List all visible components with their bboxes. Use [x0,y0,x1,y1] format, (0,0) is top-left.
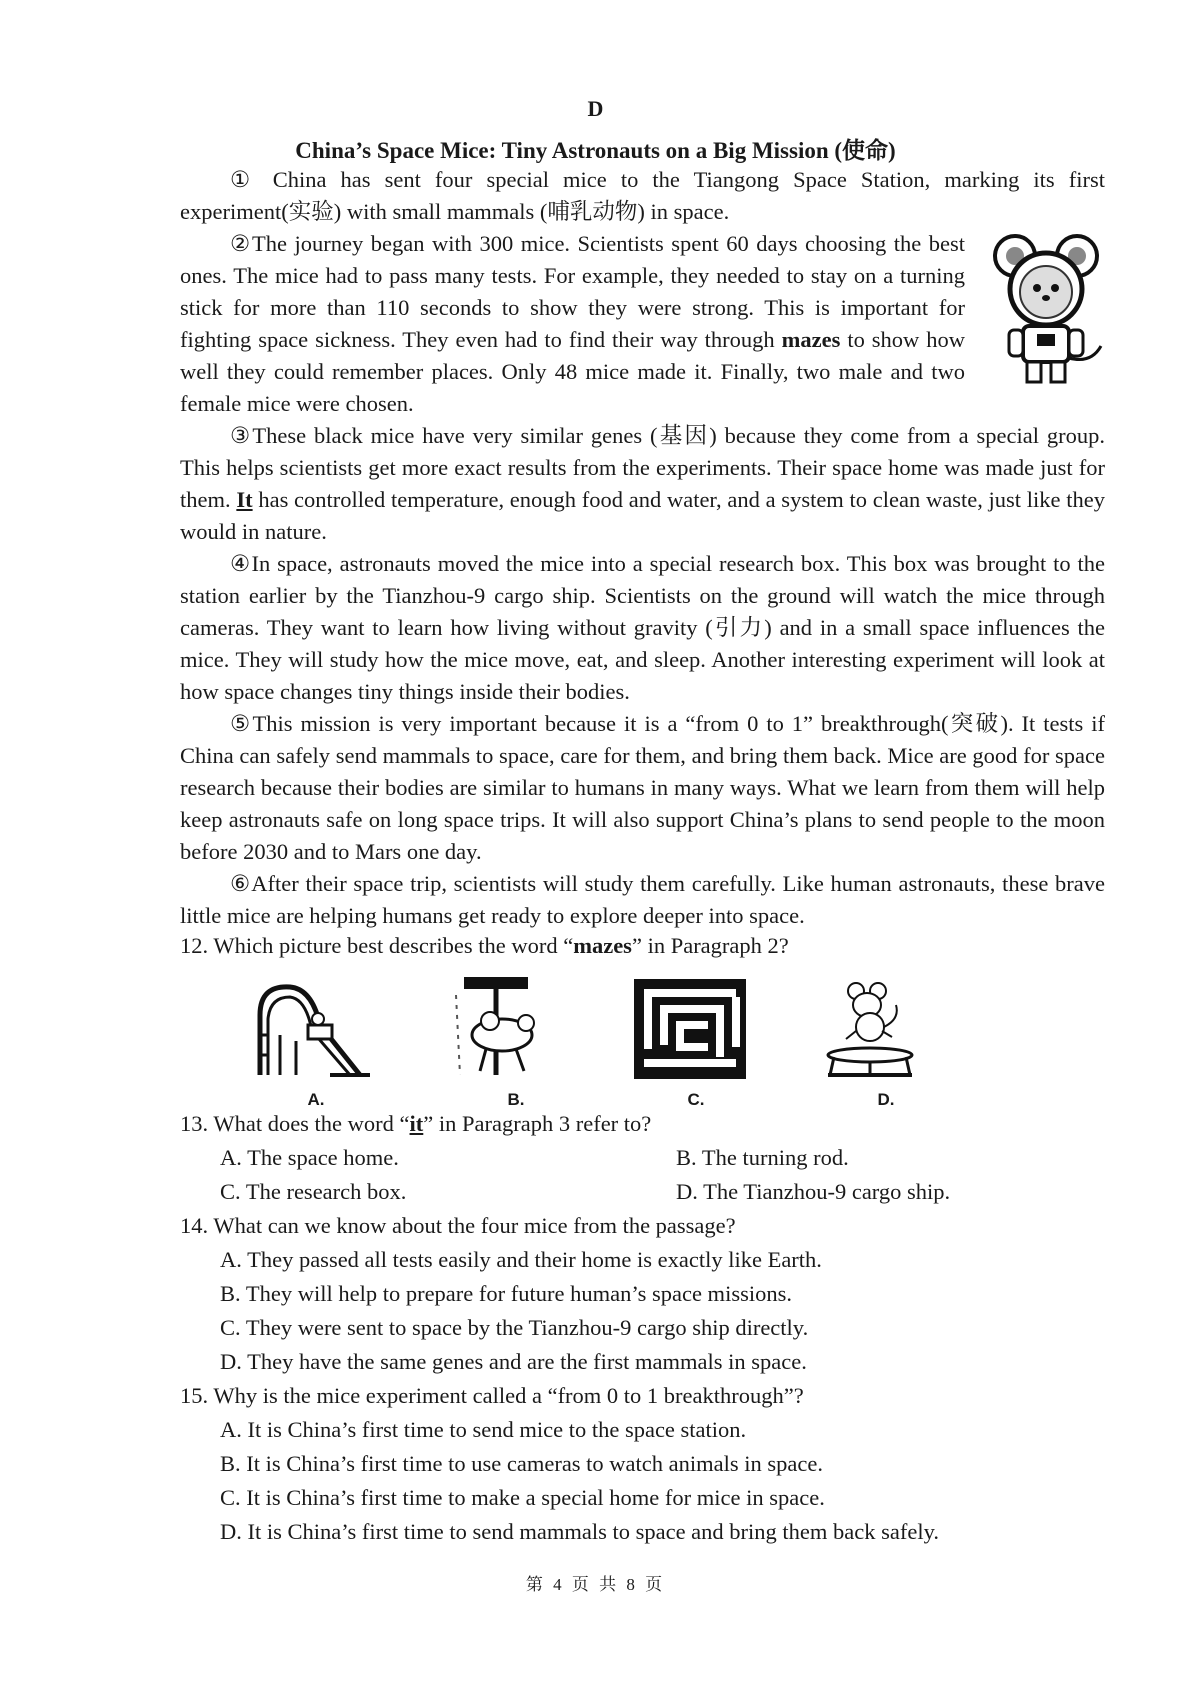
paragraph-4: ④In space, astronauts moved the mice into a special research box. This box was brought to the station earlier by the Tianzhou-9 cargo ship. Scientists on the ground will watch the mice through cameras. They want to learn how living without gravity (引力) and in a small space influences the mice. They will study how the mice move, eat, and sleep. Another interesting experiment will look at how space changes tiny things inside their bodies. [180,551,1105,704]
q15-option-a[interactable]: A. It is China’s first time to send mice to the space station. [220,1417,747,1442]
roller-coaster-image[interactable] [250,975,380,1085]
option-label-d: D. [877,1090,895,1109]
paragraph-6: ⑥After their space trip, scientists will study them carefully. Like human astronauts, these brave little mice are helping humans get ready to explore deeper into space. [180,871,1105,928]
question-13: 13. What does the word “it” in Paragraph 3 refer to? [180,1111,652,1136]
q14-option-c[interactable]: C. They were sent to space by the Tianzhou-9 cargo ship directly. [220,1315,809,1340]
astronaut-mouse-image [987,234,1105,386]
q14-option-b[interactable]: B. They will help to prepare for future human’s space missions. [220,1281,792,1306]
q14-option-a[interactable]: A. They passed all tests easily and their home is exactly like Earth. [220,1247,822,1272]
q13-option-d[interactable]: D. The Tianzhou-9 cargo ship. [676,1179,951,1204]
q14-option-d[interactable]: D. They have the same genes and are the first mammals in space. [220,1349,807,1374]
passage [180,164,1105,932]
q13-option-b[interactable]: B. The turning rod. [676,1145,849,1170]
option-label-a: A. [307,1090,325,1109]
question-14: 14. What can we know about the four mice from the passage? [180,1213,736,1238]
q13-option-c[interactable]: C. The research box. [220,1179,407,1204]
passage-title: China’s Space Mice: Tiny Astronauts on a Big Mission (使命) [295,138,896,163]
trampoline-mouse-image[interactable] [820,975,950,1085]
paragraph-1: ① China has sent four special mice to the Tiangong Space Station, marking its first experiment(实验) with small mammals (哺乳动物) in space. [180,167,1105,224]
mazes-word: mazes [781,327,841,352]
question-12: 12. Which picture best describes the word “mazes” in Paragraph 2? [180,933,789,958]
maze-image[interactable] [630,975,760,1085]
section-letter: D [587,96,604,121]
it-word: It [236,487,253,512]
q15-option-b[interactable]: B. It is China’s first time to use cameras to watch animals in space. [220,1451,823,1476]
paragraph-3: ③These black mice have very similar genes (基因) because they come from a special group. This helps scientists get more exact results from the experiments. Their space home was made just for them. It has controlled temperature, enough food and water, and a system to clean waste, just like they would in nature. [180,423,1105,544]
q15-option-d[interactable]: D. It is China’s first time to send mammals to space and bring them back safely. [220,1519,940,1544]
option-label-c: C. [687,1090,705,1109]
q15-option-c[interactable]: C. It is China’s first time to make a special home for mice in space. [220,1485,825,1510]
page-footer: 第 4 页 共 8 页 [525,1575,666,1594]
paragraph-2: ②The journey began with 300 mice. Scientists spent 60 days choosing the best ones. The mice had to pass many tests. For example, they needed to stay on a turning stick for more than 110 seconds to show they were strong. This is important for fighting space sickness. They even had to find their way through mazes to show how well they could remember places. Only 48 mice made it. Finally, two male and two female mice were chosen. [180,231,965,416]
question-15: 15. Why is the mice experiment called a “from 0 to 1 breakthrough”? [180,1383,804,1408]
carousel-image[interactable] [450,975,580,1085]
option-label-b: B. [507,1090,525,1109]
paragraph-5: ⑤This mission is very important because it is a “from 0 to 1” breakthrough(突破). It tests if China can safely send mammals to space, care for them, and bring them back. Mice are good for space research because their bodies are similar to humans in many ways. What we learn from them will help keep astronauts safe on long space trips. It will also support China’s plans to send people to the moon before 2030 and to Mars one day. [180,711,1105,864]
q13-option-a[interactable]: A. The space home. [220,1145,399,1170]
